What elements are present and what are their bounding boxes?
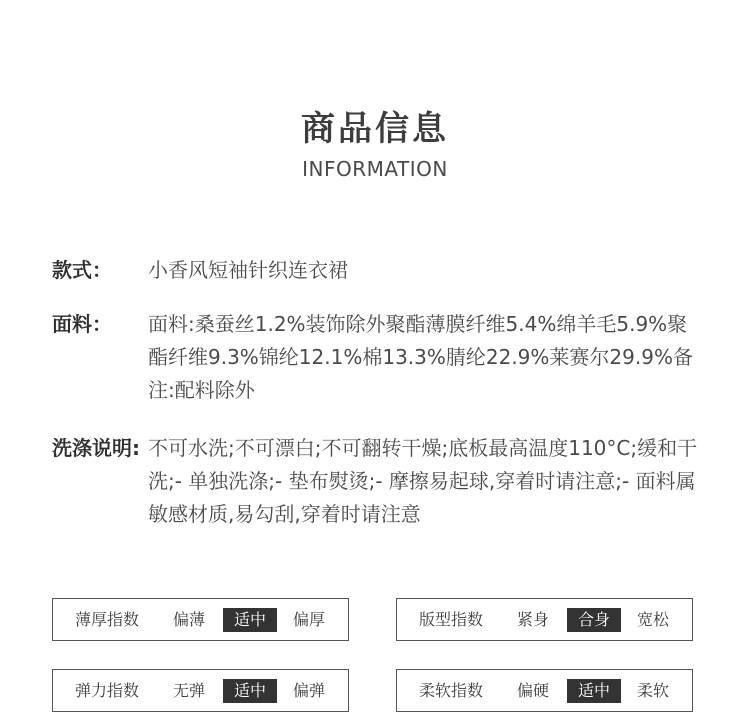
index-option: 无弹	[172, 681, 205, 700]
index-option-selected: 适中	[567, 679, 621, 703]
index-elasticity	[52, 669, 349, 712]
index-name: 版型指数	[419, 610, 484, 629]
index-fit	[396, 598, 693, 641]
index-option: 柔软	[636, 681, 669, 700]
index-option: 偏厚	[292, 610, 325, 629]
index-option-selected: 合身	[567, 608, 621, 632]
page-title: 商品信息	[301, 109, 449, 149]
index-option: 偏薄	[172, 610, 205, 629]
index-name: 薄厚指数	[75, 610, 140, 629]
detail-label: 款式：	[52, 258, 112, 282]
index-name: 弹力指数	[75, 681, 140, 700]
detail-label: 面料：	[52, 312, 112, 336]
index-option: 宽松	[636, 610, 669, 629]
index-option: 偏弹	[292, 681, 325, 700]
index-option: 紧身	[516, 610, 549, 629]
index-name: 柔软指数	[419, 681, 484, 700]
detail-value: 小香风短袖针织连衣裙	[148, 258, 348, 282]
index-softness	[396, 669, 693, 712]
detail-label: 洗涤说明:	[52, 436, 140, 460]
detail-value: 不可水洗;不可漂白;不可翻转干燥;底板最高温度110°C;缓和干洗;- 单独洗涤;- 垫布熨烫;- 摩擦易起球,穿着时请注意;- 面料属敏感材质,易勾刮,穿着时请注意	[148, 436, 698, 526]
detail-value: 面料:桑蚕丝1.2%装饰除外聚酯薄膜纤维5.4%绵羊毛5.9%聚酯纤维9.3%锦纶12.1%棉13.3%腈纶22.9%莱赛尔29.9%备注:配料除外	[148, 312, 693, 402]
index-option-selected: 适中	[223, 608, 277, 632]
index-thickness	[52, 598, 349, 641]
page-subtitle: INFORMATION	[302, 157, 448, 181]
index-option: 偏硬	[516, 681, 549, 700]
index-option-selected: 适中	[223, 679, 277, 703]
